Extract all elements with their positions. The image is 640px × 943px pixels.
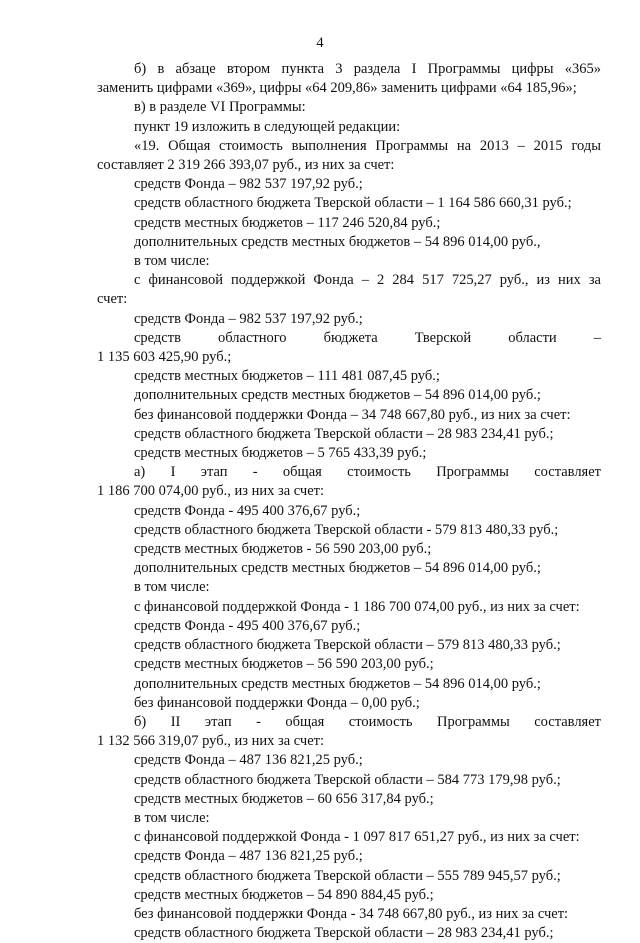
text-line: средств областного бюджета Тверской области – 584 773 179,98 руб.; [134, 771, 561, 788]
text-line: в том числе: [134, 809, 210, 826]
text-line: пункт 19 изложить в следующей редакции: [134, 118, 401, 135]
text-line: 1 135 603 425,90 руб.; [97, 349, 232, 366]
text-line: средств местных бюджетов – 60 656 317,84 руб.; [134, 790, 434, 807]
text-line: составляет 2 319 266 393,07 руб., из них за счет: [97, 157, 395, 174]
text-line: средств местных бюджетов – 5 765 433,39 руб.; [134, 445, 427, 462]
text-line: дополнительных средств местных бюджетов – 54 896 014,00 руб.; [134, 560, 541, 577]
text-line: дополнительных средств местных бюджетов – 54 896 014,00 руб.; [134, 387, 541, 404]
text-line: средств местных бюджетов – 54 890 884,45 руб.; [134, 886, 434, 903]
text-line: средств областного бюджета Тверской области – 579 813 480,33 руб.; [134, 637, 561, 654]
text-line: без финансовой поддержки Фонда - 34 748 667,80 руб., из них за счет: [134, 905, 569, 922]
text-line: средств местных бюджетов - 56 590 203,00 руб.; [134, 541, 432, 558]
text-line: с финансовой поддержкой Фонда - 1 186 700 074,00 руб., из них за счет: [134, 598, 580, 615]
text-line: средств областного бюджета Тверской области – 28 983 234,41 руб.; [134, 425, 554, 442]
text-line: средств областного бюджета Тверской области – 28 983 234,41 руб.; [134, 925, 554, 942]
text-line: средств местных бюджетов – 56 590 203,00 руб.; [134, 656, 434, 673]
text-line: с финансовой поддержкой Фонда - 1 097 817 651,27 руб., из них за счет: [134, 829, 580, 846]
text-line: средств местных бюджетов – 111 481 087,45 руб.; [134, 368, 440, 385]
text-line: в том числе: [134, 253, 210, 270]
text-line: средств Фонда – 982 537 197,92 руб.; [134, 310, 363, 327]
text-line: в) в разделе VI Программы: [134, 99, 306, 116]
text-line: средств областного бюджета Тверской области – 555 789 945,57 руб.; [134, 867, 561, 884]
text-line: в том числе: [134, 579, 210, 596]
text-line: средств местных бюджетов – 117 246 520,84 руб.; [134, 214, 441, 231]
text-line: средств областного бюджета Тверской области – 1 164 586 660,31 руб.; [134, 195, 572, 212]
text-line: б) II этап - общая стоимость Программы составляет [134, 713, 601, 730]
text-line: средств Фонда - 495 400 376,67 руб.; [134, 502, 361, 519]
page-number: 4 [316, 35, 324, 51]
text-line: «19. Общая стоимость выполнения Программы на 2013 – 2015 годы [134, 137, 601, 154]
text-line: а) I этап - общая стоимость Программы составляет [134, 464, 601, 481]
text-line: дополнительных средств местных бюджетов – 54 896 014,00 руб., [134, 233, 541, 250]
text-line: средств областного бюджета Тверской области – [134, 329, 601, 346]
text-line: средств Фонда – 487 136 821,25 руб.; [134, 752, 363, 769]
text-line: б) в абзаце втором пункта 3 раздела I Программы цифры «365» [134, 61, 601, 77]
text-line: средств Фонда – 982 537 197,92 руб.; [134, 176, 363, 193]
text-line: без финансовой поддержки Фонда – 34 748 667,80 руб., из них за счет: [134, 406, 571, 423]
text-line: с финансовой поддержкой Фонда – 2 284 517 725,27 руб., из них за [134, 272, 601, 289]
text-line: 1 186 700 074,00 руб., из них за счет: [97, 483, 325, 500]
text-line: 1 132 566 319,07 руб., из них за счет: [97, 733, 325, 750]
text-line: средств областного бюджета Тверской области - 579 813 480,33 руб.; [134, 521, 559, 538]
document-body [97, 60, 601, 943]
text-line: без финансовой поддержки Фонда – 0,00 руб.; [134, 694, 420, 711]
text-line: дополнительных средств местных бюджетов – 54 896 014,00 руб.; [134, 675, 541, 692]
text-line: средств Фонда – 487 136 821,25 руб.; [134, 848, 363, 865]
text-line: средств Фонда - 495 400 376,67 руб.; [134, 617, 361, 634]
text-line: счет: [97, 291, 128, 308]
text-line: заменить цифрами «369», цифры «64 209,86» заменить цифрами «64 185,96»; [97, 80, 577, 97]
